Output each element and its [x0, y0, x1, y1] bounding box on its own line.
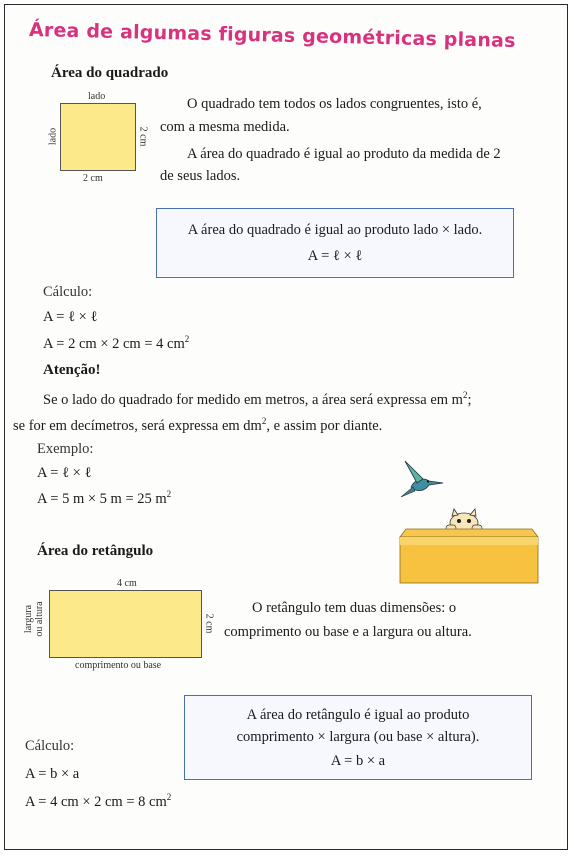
square-calc-label: Cálculo: — [43, 284, 93, 300]
example-line2: A = 5 m × 5 m = 25 $m^2$ — [37, 489, 172, 507]
rectangle-heading: Área do retângulo — [37, 543, 154, 559]
page-title: Área de algumas figuras geométricas planas — [28, 19, 516, 53]
example-label: Exemplo: — [37, 441, 94, 457]
rectangle-rule-formula: A = b × a — [330, 753, 386, 769]
rectangle-calc-line1: A = b × a — [25, 766, 80, 782]
rectangle-para-line2: comprimento ou base e a largura ou altura. — [224, 624, 472, 640]
square-label-right: 2 cm — [137, 126, 149, 147]
square-para1-line2: com a mesma medida. — [160, 119, 290, 135]
rectangle-calc-line2: A = 4 cm × 2 cm = 8 $cm^2$ — [25, 792, 172, 810]
square-calc-line1: A = ℓ × ℓ — [43, 309, 98, 325]
hummingbird-illustration — [397, 457, 447, 501]
attention-line2: se for em decímetros, será expressa em $dm^2$, e assim por diante. — [13, 416, 383, 434]
block-with-cat-illustration — [392, 507, 540, 587]
rectangle-rule-line2: comprimento × largura (ou base × altura). — [236, 729, 480, 745]
rectangle-label-left: largura ou altura — [23, 601, 45, 637]
textbook-page — [4, 4, 568, 850]
square-label-left: lado — [47, 127, 59, 146]
square-para2-line2: de seus lados. — [160, 168, 241, 184]
square-rule-formula: A = ℓ × ℓ — [307, 248, 363, 264]
square-label-top: lado — [88, 91, 106, 102]
rectangle-label-top: 4 cm — [117, 578, 137, 589]
rectangle-rule-box — [184, 695, 532, 780]
square-rule-text: A área do quadrado é igual ao produto lado × lado. — [187, 222, 483, 238]
square-calc-line2: A = 2 cm × 2 cm = 4 $cm^2$ — [43, 334, 190, 352]
square-heading: Área do quadrado — [51, 65, 169, 81]
rectangle-para-line1: O retângulo tem duas dimensões: o — [252, 600, 457, 616]
rectangle-label-right: 2 cm — [203, 613, 215, 634]
rectangle-label-bottom: comprimento ou base — [75, 660, 162, 671]
square-figure — [60, 103, 136, 171]
attention-line1: Se o lado do quadrado for medido em metros, a área será expressa em $m^2$; — [43, 390, 472, 408]
square-para1-line1: O quadrado tem todos os lados congruentes, isto é, — [187, 96, 482, 112]
rectangle-rule-line1: A área do retângulo é igual ao produto — [246, 707, 470, 723]
square-label-bottom: 2 cm — [83, 173, 103, 184]
square-para2-line1: A área do quadrado é igual ao produto da medida de 2 — [187, 146, 501, 162]
rectangle-calc-label: Cálculo: — [25, 738, 75, 754]
rectangle-figure — [49, 590, 202, 658]
example-line1: A = ℓ × ℓ — [37, 465, 92, 481]
attention-heading: Atenção! — [43, 362, 101, 378]
square-rule-box — [156, 208, 514, 278]
